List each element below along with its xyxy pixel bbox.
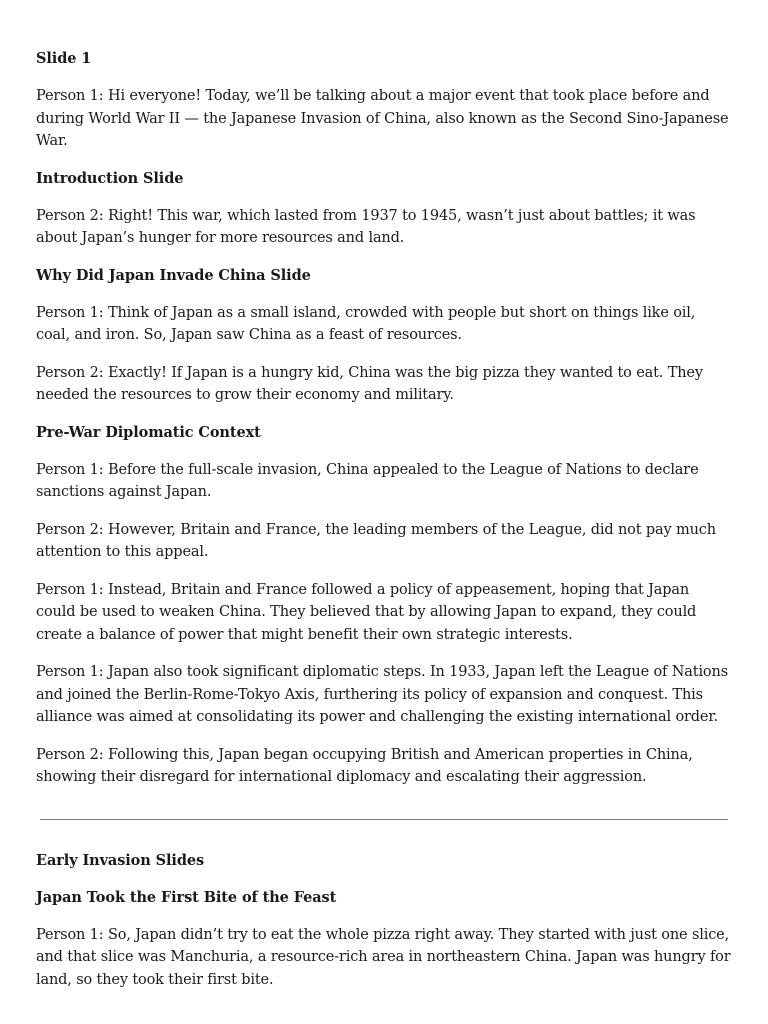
paragraph: Person 2: Following this, Japan began occupying British and American properties in China, showing their disregard for international diplomacy and escalating their aggression. — [36, 746, 693, 785]
heading-early-invasion-slides: Early Invasion Slides — [36, 851, 205, 869]
horizontal-divider — [40, 819, 728, 820]
heading-why-did-japan-invade: Why Did Japan Invade China Slide — [36, 266, 311, 284]
paragraph: Person 1: So, Japan didn’t try to eat the whole pizza right away. They started with just one slice, and that slice was Manchuria, a resource-rich area in northeastern China. Japan was hungry for land, so they took their first bite. — [36, 926, 731, 988]
paragraph: Person 2: Exactly! If Japan is a hungry kid, China was the big pizza they wanted to eat. They needed the resources to grow their economy and military. — [36, 364, 703, 403]
heading-pre-war-context: Pre-War Diplomatic Context — [36, 423, 261, 441]
paragraph: Person 1: Before the full-scale invasion, China appealed to the League of Nations to declare sanctions against Japan. — [36, 461, 699, 500]
paragraph: Person 1: Instead, Britain and France followed a policy of appeasement, hoping that Japan could be used to weaken China. They believed that by allowing Japan to expand, they could create a balance of power that might benefit their own strategic interests. — [36, 581, 697, 643]
section-1 — [36, 48, 732, 789]
heading-slide-1: Slide 1 — [36, 50, 92, 67]
paragraph: Person 1: Hi everyone! Today, we’ll be talking about a major event that took place before and during World War II — the Japanese Invasion of China, also known as the Second Sino-Japanese War. — [36, 88, 729, 149]
paragraph: Person 2: However, Britain and France, the leading members of the League, did not pay much attention to this appeal. — [36, 521, 716, 560]
section-2 — [36, 850, 732, 992]
paragraph: Person 2: Right! This war, which lasted from 1937 to 1945, wasn’t just about battles; it was about Japan’s hunger for more resources and land. — [36, 207, 696, 246]
heading-introduction-slide: Introduction Slide — [36, 169, 184, 187]
heading-first-bite: Japan Took the First Bite of the Feast — [36, 888, 337, 906]
paragraph: Person 1: Japan also took significant diplomatic steps. In 1933, Japan left the League of Nations and joined the Berlin-Rome-Tokyo Axis, furthering its policy of expansion and conquest. This alliance was aimed at consolidating its power and challenging the existing international order. — [36, 664, 728, 725]
paragraph: Person 1: Think of Japan as a small island, crowded with people but short on things like oil, coal, and iron. So, Japan saw China as a feast of resources. — [36, 304, 696, 343]
